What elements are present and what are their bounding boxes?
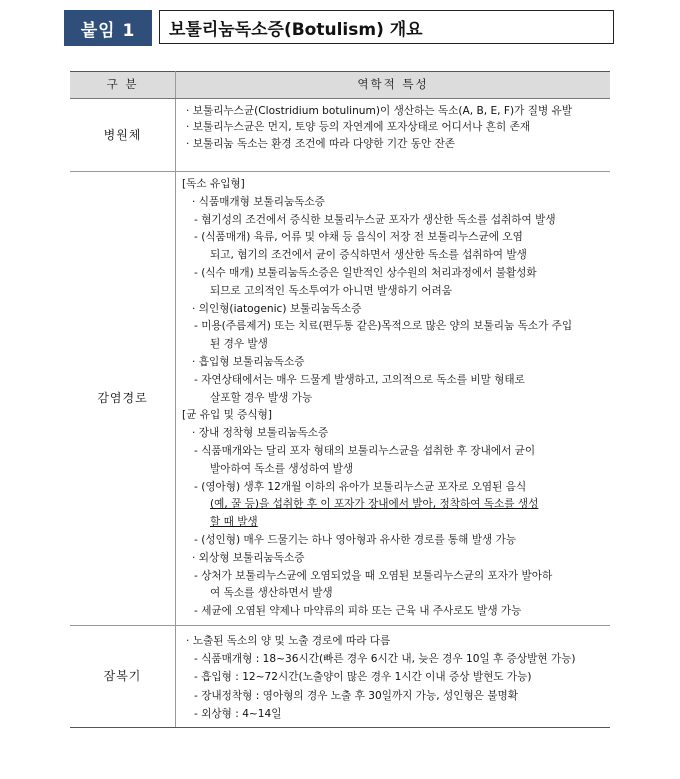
document-title: 보툴리눔독소증(Botulism) 개요 (159, 10, 614, 44)
content-line: - 흡입형 : 12~72시간(노출양이 많은 경우 1시간 이내 증상 발현도 가능) (194, 671, 532, 684)
content-line: (예, 꿀 등)을 섭취한 후 이 포자가 장내에서 발아, 정착하여 독소를 생성 (210, 498, 539, 511)
attachment-tag: 붙임 1 (64, 10, 152, 46)
content-line: - (성인형) 매우 드물기는 하나 영아형과 유사한 경로를 통해 발생 가능 (194, 533, 517, 546)
row-category: 감염경로 (70, 172, 176, 626)
content-line: - 상처가 보툴리누스균에 오염되었을 때 오염된 보툴리누스균의 포자가 발아하 (194, 569, 553, 582)
table-row-pathogen (70, 99, 610, 172)
content-line: 발아하여 독소를 생성하여 발생 (210, 462, 354, 475)
content-line: - (식수 매개) 보툴리눔독소증은 일반적인 상수원의 처리과정에서 불활성화 (194, 266, 537, 279)
col-header-category: 구 분 (70, 72, 176, 99)
content-line: 되므로 고의적인 독소투여가 아니면 발생하기 어려움 (210, 284, 452, 297)
content-line: - 외상형 : 4~14일 (194, 707, 282, 720)
content-line: · 의인형(iatogenic) 보툴리눔독소증 (192, 302, 362, 315)
content-line: 된 경우 발생 (210, 338, 268, 351)
content-line: · 장내 정착형 보툴리눔독소증 (192, 427, 329, 440)
content-line: 여 독소를 생산하면서 발생 (210, 587, 333, 600)
section-heading: [독소 유입형] (182, 178, 245, 190)
content-line: - (식품매개) 육류, 어류 및 야채 등 음식이 저장 전 보툴리누스균에 오염 (194, 231, 523, 244)
content-line: 할 때 발생 (210, 516, 258, 529)
content-line: - 장내정착형 : 영아형의 경우 노출 후 30일까지 가능, 성인형은 불명확 (194, 689, 518, 702)
row-category: 병원체 (70, 99, 176, 172)
content-line: - (영아형) 생후 12개월 이하의 유아가 보툴리누스균 포자로 오염된 음식 (194, 480, 527, 493)
content-line: - 식품매개와는 달리 포자 형태의 보툴리누스균을 섭취한 후 장내에서 균이 (194, 444, 536, 457)
content-line: · 보툴리누스균은 먼지, 토양 등의 자연계에 포자상태로 어디서나 흔히 존재 (186, 121, 531, 134)
content-line: - 자연상태에서는 매우 드물게 발생하고, 고의적으로 독소를 비말 형태로 (194, 373, 525, 386)
content-line: · 보툴리눔 독소는 환경 조건에 따라 다양한 기간 동안 잔존 (186, 137, 456, 150)
table-row-transmission (70, 172, 610, 626)
header (64, 10, 614, 46)
section-heading: [균 유입 및 증식형] (182, 409, 273, 422)
content-line: · 외상형 보툴리눔독소증 (192, 551, 305, 564)
row-content (176, 99, 611, 172)
table-row-incubation (70, 625, 610, 727)
content-line: - 식품매개형 : 18~36시간(빠른 경우 6시간 내, 늦은 경우 10일 후 증상발현 가능) (194, 653, 576, 666)
content-line: · 노출된 독소의 양 및 노출 경로에 따라 다름 (186, 634, 391, 647)
content-line: - 세균에 오염된 약제나 마약류의 피하 또는 근육 내 주사로도 발생 가능 (194, 605, 522, 618)
content-line: 살포할 경우 발생 가능 (210, 391, 313, 404)
row-content (176, 625, 611, 727)
row-content (176, 172, 611, 626)
content-line: · 흡입형 보툴리눔독소증 (192, 355, 305, 368)
row-category: 잠복기 (70, 625, 176, 727)
content-line: 되고, 혐기의 조건에서 균이 증식하면서 생산한 독소를 섭취하여 발생 (210, 249, 527, 262)
content-line: - 혐기성의 조건에서 증식한 보툴리누스균 포자가 생산한 독소를 섭취하여 발생 (194, 213, 556, 226)
content-line: · 식품매개형 보툴리눔독소증 (192, 195, 325, 208)
epidemiology-table (70, 71, 610, 728)
content-line: · 보툴리누스균(Clostridium botulinum)이 생산하는 독소(A, B, E, F)가 질병 유발 (186, 105, 573, 117)
col-header-characteristics: 역학적 특성 (176, 72, 611, 99)
content-line: - 미용(주름제거) 또는 치료(편두통 같은)목적으로 많은 양의 보툴리눔 독소가 주입 (194, 320, 573, 333)
